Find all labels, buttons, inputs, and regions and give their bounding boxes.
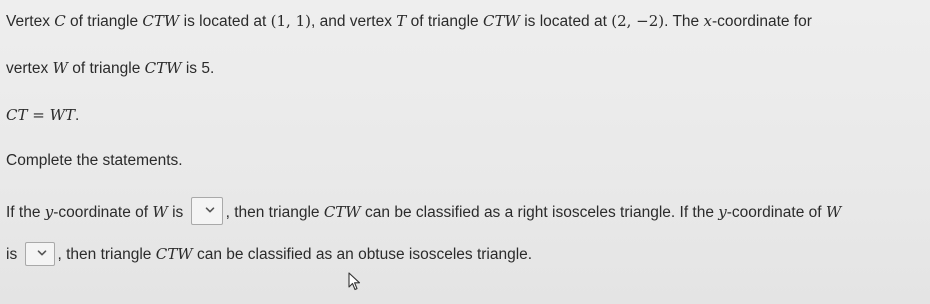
text: . — [75, 107, 80, 124]
math-x: x — [703, 12, 712, 30]
math-ctw: CTW — [142, 12, 180, 30]
text: is — [6, 246, 22, 264]
text: Vertex — [6, 13, 55, 30]
math-ctw: CTW — [144, 59, 182, 77]
math-y: y — [44, 203, 54, 222]
statement-1 — [6, 199, 841, 227]
chevron-down-icon — [205, 206, 215, 214]
math-y: y — [718, 203, 727, 222]
text: is 5. — [181, 60, 215, 77]
text: , then triangle — [57, 246, 156, 264]
point-c: (1, 1) — [270, 12, 311, 30]
math-wt: WT — [49, 106, 76, 124]
text: of triangle — [65, 13, 143, 30]
text: of triangle — [406, 13, 483, 30]
text: vertex — [6, 60, 53, 77]
point-t: (2, −2) — [611, 12, 665, 30]
text: -coordinate for — [711, 13, 812, 30]
equals-sign: = — [27, 106, 50, 124]
math-c: C — [54, 12, 66, 30]
text: is located at — [519, 13, 612, 30]
equation-ct-wt — [6, 105, 79, 126]
text: -coordinate of — [53, 204, 153, 222]
problem-line-1 — [6, 11, 812, 32]
math-ctw: CTW — [323, 203, 361, 222]
math-t: T — [396, 12, 407, 30]
dropdown-obtuse-isosceles-y[interactable] — [25, 242, 55, 266]
problem-line-2 — [6, 58, 214, 79]
math-ctw: CTW — [155, 245, 193, 264]
dropdown-right-isosceles-y[interactable] — [191, 197, 223, 225]
text: of triangle — [67, 60, 145, 77]
mouse-pointer-icon — [348, 272, 362, 292]
text: -coordinate of — [726, 204, 826, 222]
text: can be classified as a right isosceles triangle. If the — [360, 204, 719, 222]
math-ct: CT — [6, 106, 28, 124]
chevron-down-icon — [37, 249, 47, 257]
text: , then triangle — [225, 204, 324, 222]
text: is located at — [179, 13, 271, 30]
text: can be classified as an obtuse isosceles triangle. — [192, 246, 533, 264]
statement-2 — [6, 243, 532, 267]
math-w: W — [52, 59, 68, 77]
math-ctw: CTW — [482, 12, 520, 30]
math-w: W — [825, 203, 842, 222]
text: . The — [664, 13, 704, 30]
text: If the — [6, 204, 45, 222]
instruction: Complete the statements. — [6, 152, 183, 169]
instruction-text — [6, 151, 183, 171]
math-w: W — [152, 203, 168, 222]
text: is — [167, 204, 188, 222]
text: , and vertex — [310, 13, 397, 30]
